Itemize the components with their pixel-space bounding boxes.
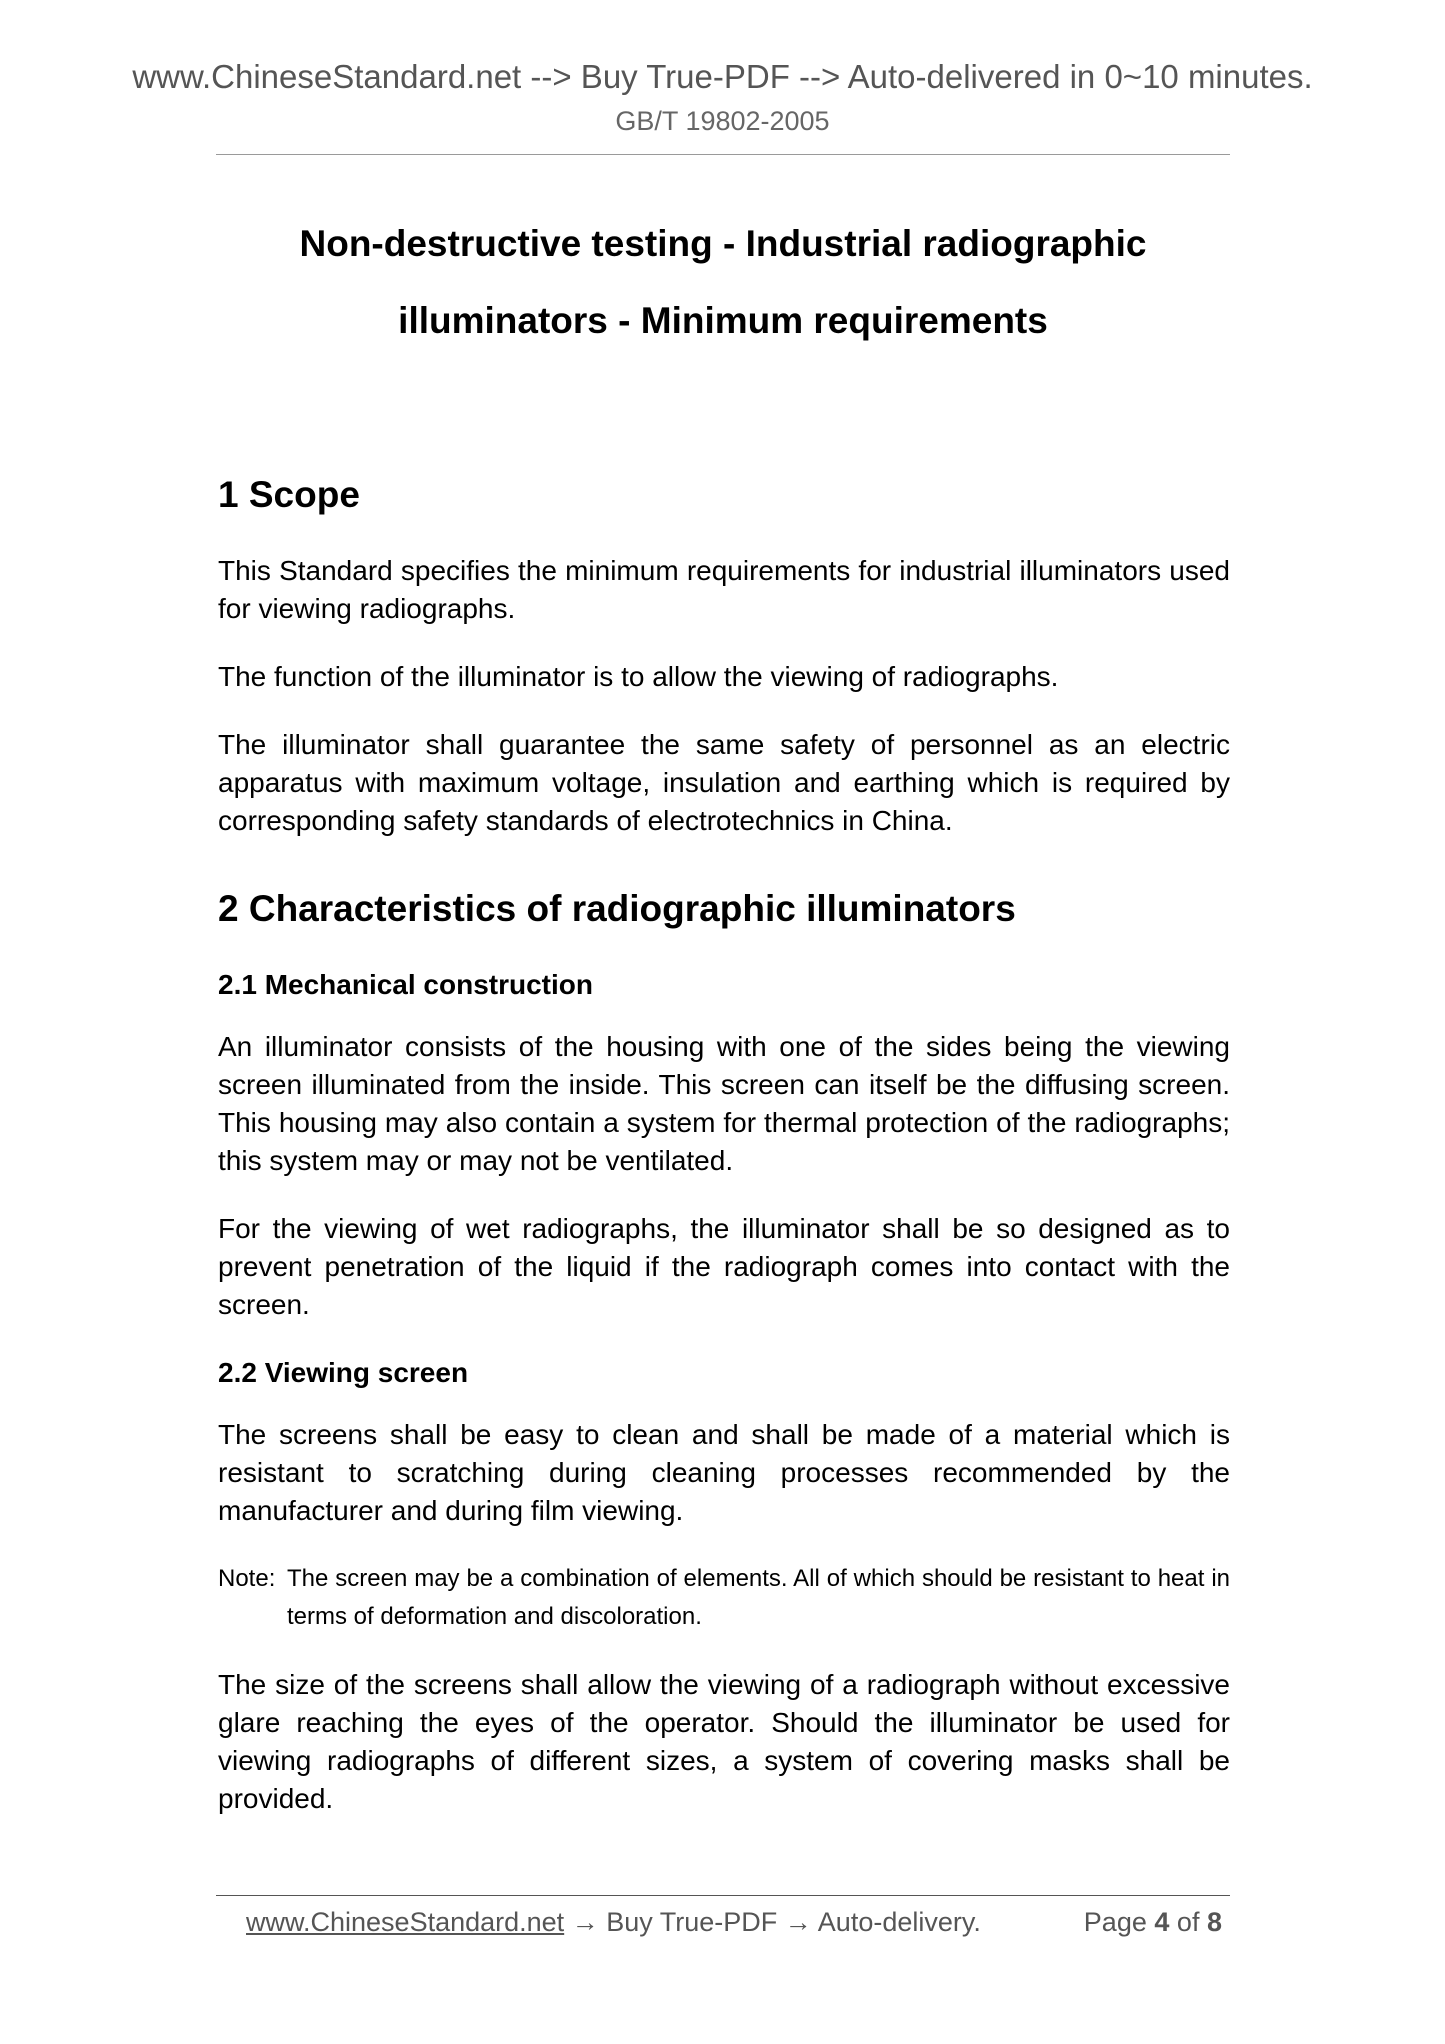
note-label: Note: [218, 1565, 276, 1592]
construction-paragraph-2: For the viewing of wet radiographs, the illuminator shall be so designed as to prevent penetration of the liquid if the radiograph comes into contact with the screen. [218, 1213, 1230, 1320]
page-of: of [1176, 1907, 1200, 1937]
section-2-heading: 2 Characteristics of radiographic illuminators [218, 888, 1016, 929]
title-line-1: Non-destructive testing - Industrial radiographic [299, 223, 1147, 264]
arrow-right-icon: → [571, 1907, 599, 1937]
construction-paragraph-1: An illuminator consists of the housing with one of the sides being the viewing screen illuminated from the inside. This screen can itself be the diffusing screen. This housing may also contain a system for thermal protection of the radiographs; this system may or may not be ventilated. [218, 1031, 1230, 1176]
screen-paragraph-2: The size of the screens shall allow the viewing of a radiograph without excessive glare reaching the eyes of the operator. Should the illuminator be used for viewing radiographs of different sizes, a system of covering masks shall be provided. [218, 1669, 1230, 1814]
footer-buy-text: Buy True-PDF [606, 1907, 778, 1937]
header-banner: www.ChineseStandard.net --> Buy True-PDF --> Auto-delivered in 0~10 minutes. [132, 58, 1313, 95]
page-label: Page [1083, 1907, 1147, 1937]
footer-delivery-text: Auto-delivery. [817, 1907, 981, 1937]
scope-paragraph-2: The function of the illuminator is to allow the viewing of radiographs. [218, 661, 1059, 692]
page-indicator [1084, 1902, 1222, 1942]
page-total: 8 [1206, 1907, 1222, 1937]
title-line-2: illuminators - Minimum requirements [398, 300, 1048, 341]
footer-site-link[interactable]: www.ChineseStandard.net [246, 1907, 565, 1937]
subsection-2-2-heading: 2.2 Viewing screen [218, 1357, 469, 1388]
page-current: 4 [1154, 1907, 1170, 1937]
page-footer [246, 1902, 1230, 1942]
arrow-right-icon: → [784, 1907, 812, 1937]
section-1-heading: 1 Scope [218, 474, 360, 515]
footer-divider [216, 1895, 1230, 1896]
document-title [216, 205, 1230, 359]
screen-paragraph-1: The screens shall be easy to clean and shall be made of a material which is resistant to scratching during cleaning processes recommended by the manufacturer and during film viewing. [218, 1419, 1230, 1526]
subsection-2-1-heading: 2.1 Mechanical construction [218, 969, 593, 1000]
scope-paragraph-3: The illuminator shall guarantee the same safety of personnel as an electric apparatus with maximum voltage, insulation and earthing which is required by corresponding safety standards of electrotechnics in China. [218, 729, 1230, 836]
document-body [218, 468, 1230, 1848]
standard-id: GB/T 19802-2005 [615, 106, 830, 136]
scope-paragraph-1: This Standard specifies the minimum requirements for industrial illuminators used for viewing radiographs. [218, 555, 1230, 624]
note-text: The screen may be a combination of elements. All of which should be resistant to heat in terms of deformation and discoloration. [287, 1565, 1230, 1630]
screen-note [218, 1560, 1230, 1636]
header-divider [216, 154, 1230, 155]
